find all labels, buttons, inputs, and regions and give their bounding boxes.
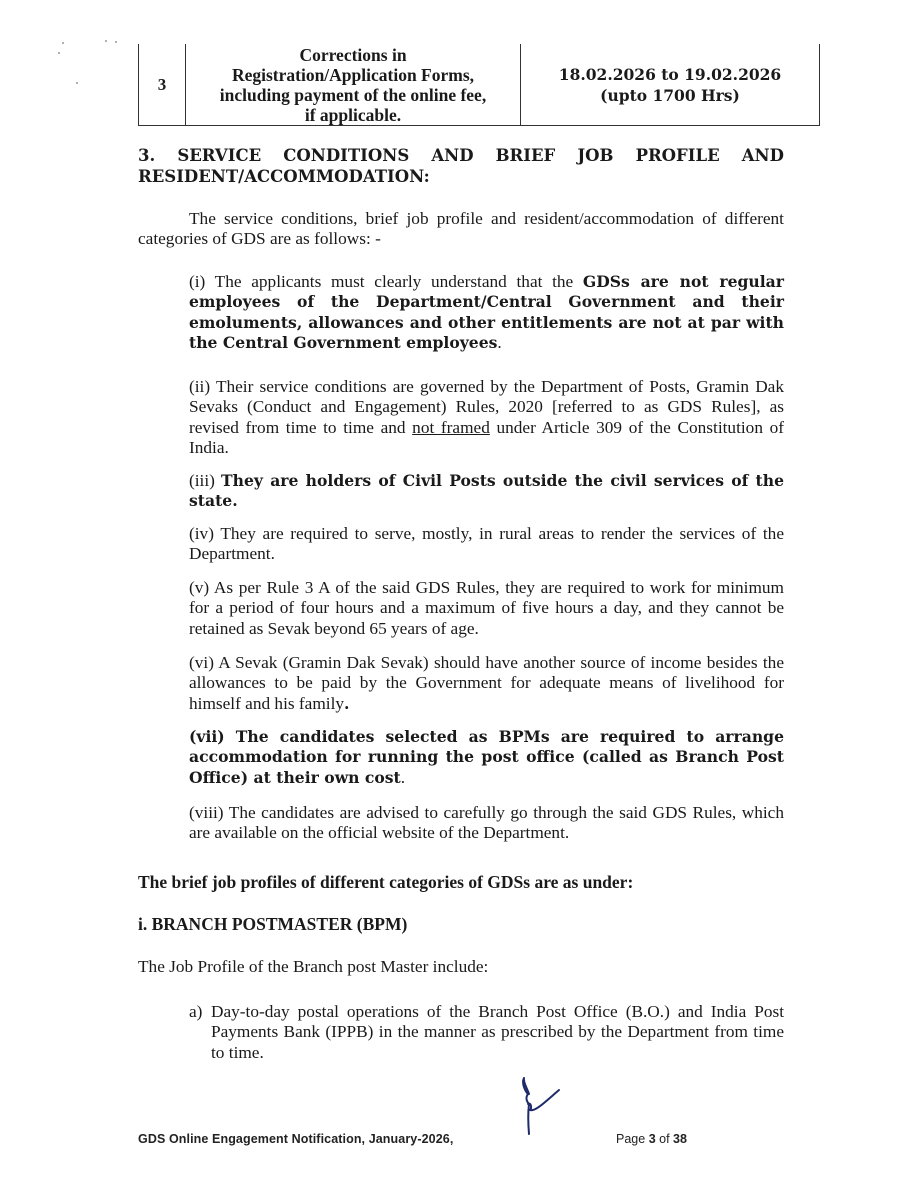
schedule-table-row — [138, 44, 820, 126]
handwritten-signature — [515, 1074, 565, 1136]
item-text: (vi) A Sevak (Gramin Dak Sevak) should have another source of income besides the allowances to be paid by the Government for adequate means of livelihood for himself and his family — [189, 653, 784, 713]
scan-speck — [105, 40, 107, 42]
heading-line-2: RESIDENT/ACCOMMODATION: — [138, 167, 430, 186]
activity-line: if applicable. — [304, 104, 402, 125]
item-underlined-text: not framed — [412, 417, 490, 437]
item-bold-text: (vii) The candidates selected as BPMs are required to arrange accommodation for running the post office (called as Branch Post Office) at their own cost — [189, 727, 784, 787]
item-text: under Article 309 of the Constitution of India. — [189, 417, 784, 458]
condition-item-viii: (viii) The candidates are advised to carefully go through the said GDS Rules, which are available on the official website of the Department. — [189, 803, 784, 843]
bpm-heading: i. BRANCH POSTMASTER (BPM) — [138, 914, 408, 934]
item-text: . — [497, 333, 502, 353]
section-heading — [138, 145, 784, 187]
condition-item-ii — [189, 377, 784, 459]
heading-word: 3. — [138, 146, 156, 165]
schedule-date-line: (upto 1700 Hrs) — [600, 85, 740, 105]
page-total: 38 — [673, 1132, 687, 1146]
bpm-duty-item — [189, 1002, 784, 1063]
page-current: 3 — [648, 1132, 656, 1146]
intro-paragraph: The service conditions, brief job profile and resident/accommodation of different categories of GDS are as follows: - — [138, 209, 784, 249]
item-text: . — [400, 767, 406, 787]
item-text: (iii) — [189, 471, 222, 490]
scan-speck — [76, 82, 78, 84]
heading-word: PROFILE — [635, 146, 720, 165]
schedule-activity-cell — [185, 44, 520, 125]
schedule-serial: 3 — [157, 74, 167, 94]
heading-word: JOB — [577, 146, 614, 165]
heading-word: AND — [741, 146, 784, 165]
item-text: . — [344, 693, 350, 713]
condition-item-i — [189, 272, 784, 354]
condition-item-iv: (iv) They are required to serve, mostly, in rural areas to render the services of the Department. — [189, 524, 784, 564]
scan-speck — [58, 52, 60, 54]
duty-text: Day-to-day postal operations of the Branch Post Office (B.O.) and India Post Payments Bank (IPPB) in the manner as prescribed by the Department from time to time. — [211, 1002, 784, 1062]
item-bold-text: GDSs are not regular employees of the Department/Central Government and their emoluments, allowances and other entitlements are not at par with the Central Government employees — [189, 272, 784, 353]
footer-page-number — [616, 1132, 687, 1146]
condition-item-vi — [189, 653, 784, 714]
heading-word: AND — [431, 146, 474, 165]
list-marker: a) — [189, 1002, 203, 1021]
heading-word: CONDITIONS — [283, 146, 410, 165]
condition-item-iii — [189, 471, 784, 512]
item-bold-text: They are holders of Civil Posts outside the civil services of the state. — [189, 471, 785, 511]
page-of: of — [659, 1132, 670, 1146]
scan-speck — [62, 42, 64, 44]
footer-document-title: GDS Online Engagement Notification, January-2026, — [138, 1132, 454, 1146]
heading-word: BRIEF — [495, 146, 556, 165]
bpm-lead-text: The Job Profile of the Branch post Master include: — [138, 957, 489, 976]
schedule-date-line: 18.02.2026 to 19.02.2026 — [558, 64, 782, 84]
schedule-serial-cell — [139, 44, 185, 125]
schedule-date-cell — [520, 44, 819, 125]
job-profiles-heading: The brief job profiles of different categories of GDSs are as under: — [138, 872, 634, 892]
activity-line: including payment of the online fee, — [219, 84, 487, 105]
item-text: (i) The applicants must clearly understand that the — [189, 272, 583, 291]
item-text: (ii) Their service conditions are governed by the Department of Posts, Gramin Dak Sevaks (Conduct and Engagement) Rules, 2020 [referred to as GDS Rules], as revised from time to time and — [189, 377, 784, 437]
condition-item-v: (v) As per Rule 3 A of the said GDS Rules, they are required to work for minimum for a period of four hours and a maximum of five hours a day, and they cannot be retained as Sevak beyond 65 years of age. — [189, 578, 784, 638]
scan-speck — [115, 41, 117, 43]
page-word: Page — [616, 1132, 646, 1146]
condition-item-vii — [189, 727, 784, 788]
activity-line: Registration/Application Forms, — [231, 64, 475, 85]
heading-word: SERVICE — [177, 146, 262, 165]
activity-line: Corrections in — [299, 44, 407, 65]
